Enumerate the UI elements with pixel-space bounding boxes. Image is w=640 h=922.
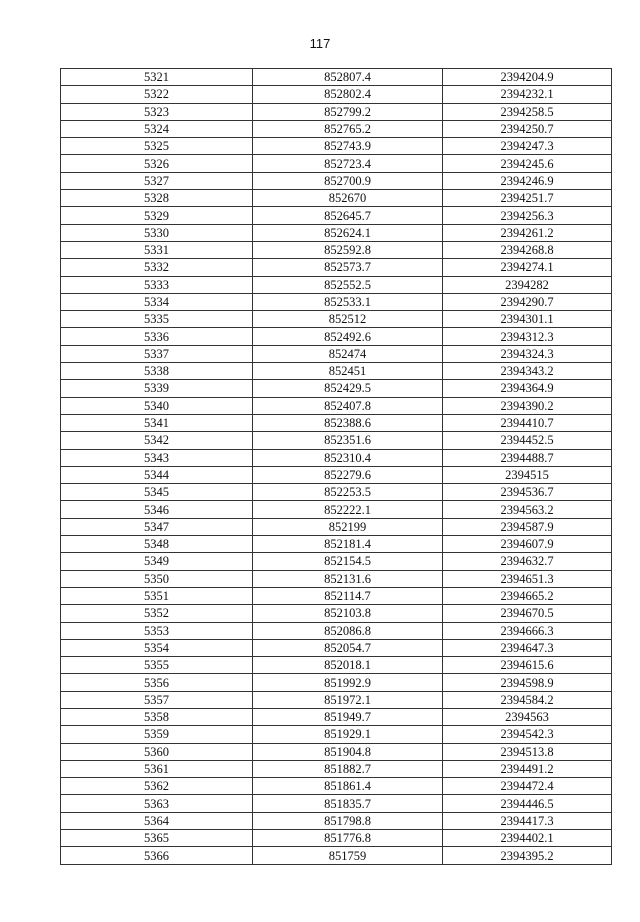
point-number-cell: 5327 (61, 172, 253, 189)
y-coordinate-cell: 2394256.3 (443, 207, 612, 224)
x-coordinate-cell: 852388.6 (253, 414, 443, 431)
table-row (61, 207, 612, 224)
table-row (61, 639, 612, 656)
y-coordinate-cell: 2394584.2 (443, 691, 612, 708)
x-coordinate-cell: 852114.7 (253, 587, 443, 604)
table-row (61, 587, 612, 604)
x-coordinate-cell: 852573.7 (253, 259, 443, 276)
y-coordinate-cell: 2394250.7 (443, 120, 612, 137)
point-number-cell: 5357 (61, 691, 253, 708)
y-coordinate-cell: 2394491.2 (443, 760, 612, 777)
table-row (61, 103, 612, 120)
x-coordinate-cell: 852645.7 (253, 207, 443, 224)
point-number-cell: 5365 (61, 830, 253, 847)
x-coordinate-cell: 852451 (253, 363, 443, 380)
x-coordinate-cell: 851759 (253, 847, 443, 864)
point-number-cell: 5346 (61, 501, 253, 518)
y-coordinate-cell: 2394282 (443, 276, 612, 293)
point-number-cell: 5328 (61, 190, 253, 207)
point-number-cell: 5350 (61, 570, 253, 587)
table-body (61, 69, 612, 865)
x-coordinate-cell: 852802.4 (253, 86, 443, 103)
table-row (61, 120, 612, 137)
point-number-cell: 5340 (61, 397, 253, 414)
x-coordinate-cell: 852253.5 (253, 484, 443, 501)
y-coordinate-cell: 2394204.9 (443, 69, 612, 86)
table-row (61, 224, 612, 241)
y-coordinate-cell: 2394312.3 (443, 328, 612, 345)
point-number-cell: 5361 (61, 760, 253, 777)
x-coordinate-cell: 852592.8 (253, 241, 443, 258)
y-coordinate-cell: 2394258.5 (443, 103, 612, 120)
x-coordinate-cell: 852429.5 (253, 380, 443, 397)
table-row (61, 760, 612, 777)
point-number-cell: 5363 (61, 795, 253, 812)
y-coordinate-cell: 2394587.9 (443, 518, 612, 535)
y-coordinate-cell: 2394261.2 (443, 224, 612, 241)
point-number-cell: 5326 (61, 155, 253, 172)
table-row (61, 363, 612, 380)
x-coordinate-cell: 851972.1 (253, 691, 443, 708)
x-coordinate-cell: 851904.8 (253, 743, 443, 760)
y-coordinate-cell: 2394665.2 (443, 587, 612, 604)
table-row (61, 622, 612, 639)
point-number-cell: 5349 (61, 553, 253, 570)
point-number-cell: 5351 (61, 587, 253, 604)
table-row (61, 345, 612, 362)
y-coordinate-cell: 2394274.1 (443, 259, 612, 276)
x-coordinate-cell: 852533.1 (253, 293, 443, 310)
table-row (61, 138, 612, 155)
x-coordinate-cell: 852407.8 (253, 397, 443, 414)
point-number-cell: 5339 (61, 380, 253, 397)
point-number-cell: 5358 (61, 708, 253, 725)
point-number-cell: 5355 (61, 657, 253, 674)
point-number-cell: 5332 (61, 259, 253, 276)
y-coordinate-cell: 2394598.9 (443, 674, 612, 691)
x-coordinate-cell: 851776.8 (253, 830, 443, 847)
x-coordinate-cell: 851882.7 (253, 760, 443, 777)
point-number-cell: 5347 (61, 518, 253, 535)
table-row (61, 432, 612, 449)
point-number-cell: 5359 (61, 726, 253, 743)
table-row (61, 691, 612, 708)
point-number-cell: 5362 (61, 778, 253, 795)
y-coordinate-cell: 2394563 (443, 708, 612, 725)
table-row (61, 553, 612, 570)
point-number-cell: 5337 (61, 345, 253, 362)
x-coordinate-cell: 852222.1 (253, 501, 443, 518)
y-coordinate-cell: 2394513.8 (443, 743, 612, 760)
x-coordinate-cell: 852279.6 (253, 466, 443, 483)
x-coordinate-cell: 851929.1 (253, 726, 443, 743)
point-number-cell: 5338 (61, 363, 253, 380)
point-number-cell: 5322 (61, 86, 253, 103)
point-number-cell: 5352 (61, 605, 253, 622)
y-coordinate-cell: 2394472.4 (443, 778, 612, 795)
x-coordinate-cell: 852474 (253, 345, 443, 362)
x-coordinate-cell: 852624.1 (253, 224, 443, 241)
point-number-cell: 5336 (61, 328, 253, 345)
table-row (61, 518, 612, 535)
point-number-cell: 5348 (61, 536, 253, 553)
point-number-cell: 5325 (61, 138, 253, 155)
table-row (61, 830, 612, 847)
point-number-cell: 5366 (61, 847, 253, 864)
point-number-cell: 5331 (61, 241, 253, 258)
y-coordinate-cell: 2394666.3 (443, 622, 612, 639)
x-coordinate-cell: 852103.8 (253, 605, 443, 622)
point-number-cell: 5333 (61, 276, 253, 293)
x-coordinate-cell: 852492.6 (253, 328, 443, 345)
table-row (61, 501, 612, 518)
y-coordinate-cell: 2394417.3 (443, 812, 612, 829)
x-coordinate-cell: 852723.4 (253, 155, 443, 172)
y-coordinate-cell: 2394446.5 (443, 795, 612, 812)
x-coordinate-cell: 852351.6 (253, 432, 443, 449)
y-coordinate-cell: 2394452.5 (443, 432, 612, 449)
point-number-cell: 5360 (61, 743, 253, 760)
point-number-cell: 5329 (61, 207, 253, 224)
x-coordinate-cell: 851992.9 (253, 674, 443, 691)
table-row (61, 259, 612, 276)
coordinates-table (60, 68, 612, 865)
point-number-cell: 5341 (61, 414, 253, 431)
table-row (61, 778, 612, 795)
x-coordinate-cell: 851949.7 (253, 708, 443, 725)
y-coordinate-cell: 2394536.7 (443, 484, 612, 501)
y-coordinate-cell: 2394246.9 (443, 172, 612, 189)
y-coordinate-cell: 2394343.2 (443, 363, 612, 380)
table-row (61, 414, 612, 431)
x-coordinate-cell: 851835.7 (253, 795, 443, 812)
y-coordinate-cell: 2394301.1 (443, 311, 612, 328)
point-number-cell: 5324 (61, 120, 253, 137)
point-number-cell: 5345 (61, 484, 253, 501)
table-row (61, 397, 612, 414)
table-row (61, 847, 612, 864)
x-coordinate-cell: 852086.8 (253, 622, 443, 639)
x-coordinate-cell: 852199 (253, 518, 443, 535)
y-coordinate-cell: 2394410.7 (443, 414, 612, 431)
point-number-cell: 5343 (61, 449, 253, 466)
y-coordinate-cell: 2394402.1 (443, 830, 612, 847)
table-row (61, 241, 612, 258)
table-row (61, 276, 612, 293)
table-row (61, 328, 612, 345)
table-row (61, 293, 612, 310)
y-coordinate-cell: 2394647.3 (443, 639, 612, 656)
y-coordinate-cell: 2394364.9 (443, 380, 612, 397)
point-number-cell: 5323 (61, 103, 253, 120)
y-coordinate-cell: 2394324.3 (443, 345, 612, 362)
point-number-cell: 5353 (61, 622, 253, 639)
table-row (61, 812, 612, 829)
table-row (61, 86, 612, 103)
y-coordinate-cell: 2394651.3 (443, 570, 612, 587)
table-row (61, 726, 612, 743)
table-row (61, 605, 612, 622)
table-row (61, 190, 612, 207)
x-coordinate-cell: 851798.8 (253, 812, 443, 829)
table-row (61, 311, 612, 328)
table-row (61, 708, 612, 725)
x-coordinate-cell: 852054.7 (253, 639, 443, 656)
y-coordinate-cell: 2394395.2 (443, 847, 612, 864)
point-number-cell: 5321 (61, 69, 253, 86)
x-coordinate-cell: 852743.9 (253, 138, 443, 155)
y-coordinate-cell: 2394247.3 (443, 138, 612, 155)
table-row (61, 69, 612, 86)
point-number-cell: 5342 (61, 432, 253, 449)
point-number-cell: 5344 (61, 466, 253, 483)
y-coordinate-cell: 2394251.7 (443, 190, 612, 207)
page-number: 117 (309, 36, 331, 51)
table-row (61, 380, 612, 397)
x-coordinate-cell: 851861.4 (253, 778, 443, 795)
table-row (61, 536, 612, 553)
x-coordinate-cell: 852131.6 (253, 570, 443, 587)
y-coordinate-cell: 2394632.7 (443, 553, 612, 570)
point-number-cell: 5356 (61, 674, 253, 691)
table-row (61, 743, 612, 760)
x-coordinate-cell: 852310.4 (253, 449, 443, 466)
y-coordinate-cell: 2394563.2 (443, 501, 612, 518)
x-coordinate-cell: 852018.1 (253, 657, 443, 674)
point-number-cell: 5354 (61, 639, 253, 656)
point-number-cell: 5330 (61, 224, 253, 241)
x-coordinate-cell: 852700.9 (253, 172, 443, 189)
y-coordinate-cell: 2394670.5 (443, 605, 612, 622)
y-coordinate-cell: 2394232.1 (443, 86, 612, 103)
table-row (61, 466, 612, 483)
y-coordinate-cell: 2394268.8 (443, 241, 612, 258)
x-coordinate-cell: 852512 (253, 311, 443, 328)
table-row (61, 155, 612, 172)
point-number-cell: 5364 (61, 812, 253, 829)
table-row (61, 795, 612, 812)
table-row (61, 449, 612, 466)
table-row (61, 570, 612, 587)
y-coordinate-cell: 2394245.6 (443, 155, 612, 172)
x-coordinate-cell: 852181.4 (253, 536, 443, 553)
x-coordinate-cell: 852799.2 (253, 103, 443, 120)
x-coordinate-cell: 852552.5 (253, 276, 443, 293)
y-coordinate-cell: 2394390.2 (443, 397, 612, 414)
y-coordinate-cell: 2394615.6 (443, 657, 612, 674)
y-coordinate-cell: 2394515 (443, 466, 612, 483)
x-coordinate-cell: 852765.2 (253, 120, 443, 137)
x-coordinate-cell: 852154.5 (253, 553, 443, 570)
y-coordinate-cell: 2394542.3 (443, 726, 612, 743)
point-number-cell: 5335 (61, 311, 253, 328)
table-row (61, 657, 612, 674)
x-coordinate-cell: 852807.4 (253, 69, 443, 86)
y-coordinate-cell: 2394488.7 (443, 449, 612, 466)
table-row (61, 674, 612, 691)
x-coordinate-cell: 852670 (253, 190, 443, 207)
y-coordinate-cell: 2394607.9 (443, 536, 612, 553)
point-number-cell: 5334 (61, 293, 253, 310)
y-coordinate-cell: 2394290.7 (443, 293, 612, 310)
table-row (61, 172, 612, 189)
table-row (61, 484, 612, 501)
